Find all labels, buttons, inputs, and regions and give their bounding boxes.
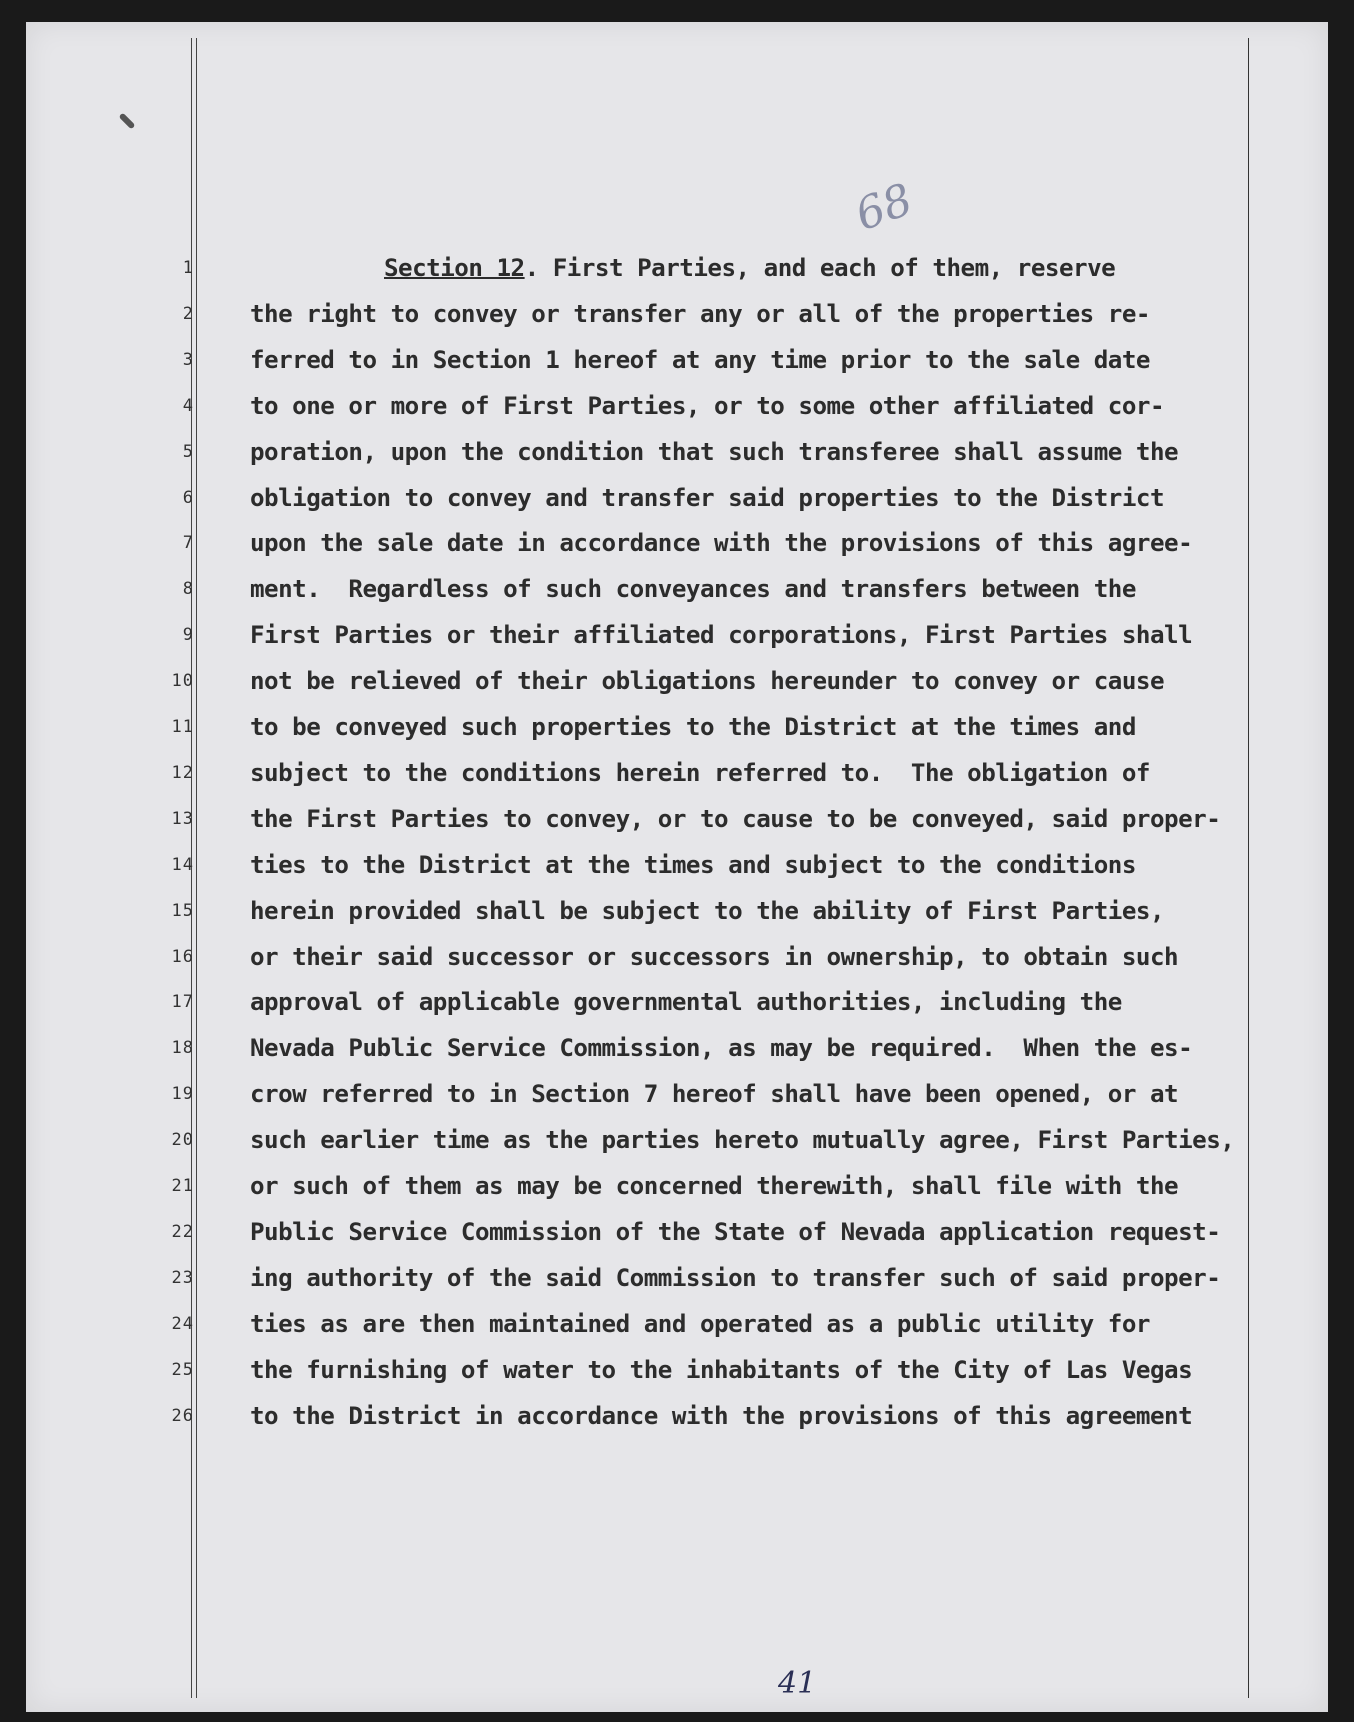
- text-line: upon the sale date in accordance with the provisions of this agree-: [250, 529, 1193, 558]
- text-line: First Parties or their affiliated corporations, First Parties shall: [250, 621, 1193, 650]
- text-line: herein provided shall be subject to the ability of First Parties,: [250, 896, 1165, 925]
- text-line: the furnishing of water to the inhabitants of the City of Las Vegas: [250, 1355, 1193, 1384]
- line-number: 10: [171, 671, 194, 692]
- line-number: 25: [171, 1359, 194, 1380]
- text-line: poration, upon the condition that such transferee shall assume the: [250, 437, 1179, 466]
- line-number: 9: [182, 625, 194, 646]
- text-line: ties as are then maintained and operated as a public utility for: [250, 1309, 1150, 1338]
- line-number: 19: [171, 1084, 194, 1105]
- text-line: or their said successor or successors in ownership, to obtain such: [250, 942, 1179, 971]
- line-number: 2: [182, 303, 194, 324]
- handwritten-annotation: 68: [848, 173, 920, 242]
- text-line: the right to convey or transfer any or all of the properties re-: [250, 299, 1150, 328]
- text-line: to one or more of First Parties, or to some other affiliated cor-: [250, 391, 1165, 420]
- left-margin-rule-inner: [196, 38, 197, 1698]
- line-number: 26: [171, 1405, 194, 1426]
- line-number: 4: [182, 395, 194, 416]
- right-margin-rule: [1248, 38, 1249, 1698]
- line-number: 23: [171, 1267, 194, 1288]
- text-line: obligation to convey and transfer said properties to the District: [250, 483, 1165, 512]
- text-line: not be relieved of their obligations hereunder to convey or cause: [250, 667, 1165, 696]
- line-number: 14: [171, 854, 194, 875]
- line-number: 24: [171, 1313, 194, 1334]
- document-page: [26, 22, 1328, 1712]
- line-number: 21: [171, 1176, 194, 1196]
- text-line: ferred to in Section 1 hereof at any time prior to the sale date: [250, 345, 1150, 374]
- text-line: to be conveyed such properties to the District at the times and: [250, 713, 1136, 741]
- text-line: [384, 254, 1115, 282]
- line-number: 1: [182, 258, 194, 278]
- line-number: 8: [182, 579, 194, 600]
- line-number: 16: [171, 946, 194, 967]
- text-line: such earlier time as the parties hereto mutually agree, First Parties,: [250, 1126, 1235, 1155]
- line-number: 22: [171, 1221, 194, 1242]
- line-number: 7: [182, 533, 194, 554]
- line-number: 17: [171, 992, 194, 1013]
- line-number: 5: [182, 441, 194, 462]
- section-heading: Section 12: [384, 254, 525, 282]
- text-line: approval of applicable governmental authorities, including the: [250, 988, 1122, 1017]
- text-line: the First Parties to convey, or to cause to be conveyed, said proper-: [250, 804, 1221, 833]
- text-line: subject to the conditions herein referred to. The obligation of: [250, 758, 1150, 787]
- text-line: ties to the District at the times and subject to the conditions: [250, 850, 1136, 879]
- line-number: 13: [171, 808, 194, 829]
- line-number: 20: [171, 1130, 194, 1151]
- text-line: crow referred to in Section 7 hereof shall have been opened, or at: [250, 1080, 1179, 1109]
- line-number: 15: [171, 900, 194, 921]
- line-number: 18: [171, 1038, 194, 1059]
- text-line: Nevada Public Service Commission, as may be required. When the es-: [250, 1034, 1193, 1063]
- handwritten-page-number: 41: [778, 1666, 817, 1701]
- line-number: 11: [171, 717, 194, 737]
- text-line: Public Service Commission of the State of Nevada application request-: [250, 1217, 1221, 1246]
- line-number: 6: [182, 487, 194, 508]
- paper-mark: [119, 113, 136, 130]
- text-line: to the District in accordance with the provisions of this agreement: [250, 1401, 1193, 1430]
- text-line: ing authority of the said Commission to transfer such of said proper-: [250, 1263, 1221, 1292]
- text-line-content: . First Parties, and each of them, reserve: [524, 254, 1116, 282]
- text-line: or such of them as may be concerned therewith, shall file with the: [250, 1172, 1179, 1200]
- text-line: ment. Regardless of such conveyances and transfers between the: [250, 575, 1136, 604]
- line-number: 12: [171, 762, 194, 783]
- line-number: 3: [182, 349, 194, 370]
